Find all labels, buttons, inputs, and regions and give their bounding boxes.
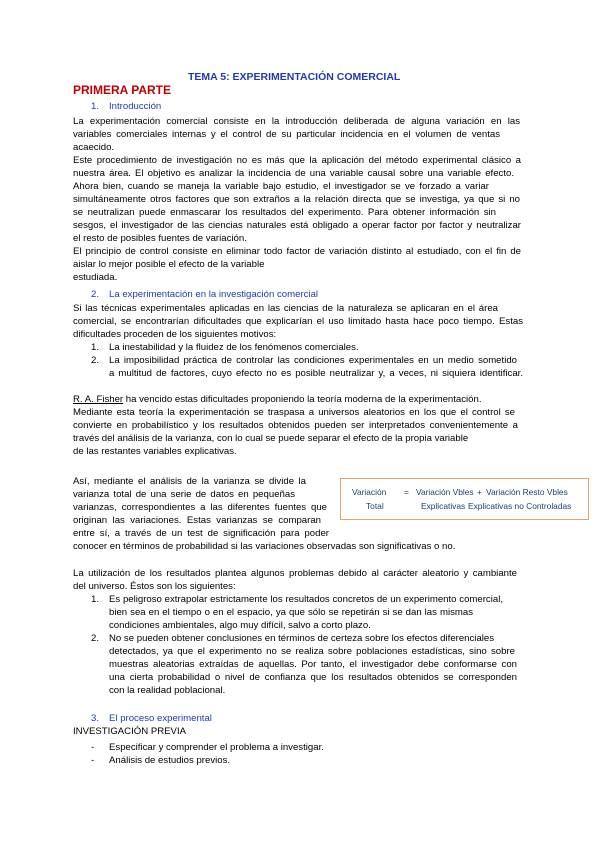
section-3-number: 3. xyxy=(91,713,100,724)
formula-lhs-top: Variación xyxy=(352,487,387,497)
formula-term-1-top: Variación Vbles xyxy=(416,487,474,497)
paragraph-line: comercial, se encontrarían dificultades que explicarían el uso limitado hasta hace poco tiempo. Estas xyxy=(73,316,523,327)
paragraph-line: estudiada. xyxy=(73,272,118,283)
list-item: una cierta probabilidad o nivel de confianza que los resultados obtenidos se corresponden xyxy=(109,672,517,683)
paragraph-line: nuestra área. El objetivo es analizar la incidencia de una variable causal sobre una variable efecto. xyxy=(73,168,514,179)
list-item: detectados, ya que el experimento no se realiza sobre poblaciones estadísticas, sino sobre xyxy=(109,646,515,657)
list-item-number: 2. xyxy=(91,355,100,366)
paragraph-line: La experimentación comercial consiste en la introducción deliberada de alguna variación en las xyxy=(73,116,520,127)
section-1-number: 1. xyxy=(91,101,100,112)
formula-term-2-bottom: Explicativas no Controladas xyxy=(468,501,572,511)
formula-term-1-bottom: Explicativas xyxy=(421,501,466,511)
paragraph-line: El principio de control consiste en eliminar todo factor de variación distinto al estudiado, con el fin de xyxy=(73,246,521,257)
paragraph-line: acaecido. xyxy=(73,142,115,153)
section-3-heading: El proceso experimental xyxy=(109,713,212,724)
formula-plus: + xyxy=(477,487,482,497)
paragraph-line: variables comerciales internas y el control de su particular incidencia en el volumen de ventas xyxy=(73,129,500,140)
paragraph-line: Mediante esta teoría la experimentación se traspasa a universos aleatorios en los que el control se xyxy=(73,407,515,418)
paragraph-line: aislar lo mejor posible el efecto de la variable xyxy=(73,259,265,270)
paragraph-line: convierte en probabilístico y los resultados obtenidos pueden ser interpretados convenientemente a xyxy=(73,420,518,431)
list-item-number: 1. xyxy=(91,594,100,605)
fisher-text: ha vencido estas dificultades proponiendo la teoría moderna de la experimentación. xyxy=(123,394,482,405)
paragraph-line: se neutralizan puede enmascarar los resultados del experimento. Para obtener información sin xyxy=(73,207,496,218)
paragraph-line: entre sí, a través de un test de significación para poder xyxy=(73,528,329,539)
list-item: Es peligroso extrapolar estrictamente los resultados concretos de un experimento comercial, xyxy=(109,594,503,605)
paragraph-line: originan las variaciones. Estas varianzas se comparan xyxy=(73,515,321,526)
list-item-number: 1. xyxy=(91,342,100,353)
formula-term-2-top: Variación Resto Vbles xyxy=(486,487,568,497)
paragraph-line: Así, mediante el análisis de la varianza se divide la xyxy=(73,476,306,487)
fisher-name: R. A. Fisher xyxy=(73,394,124,405)
bullet-dash: - xyxy=(91,755,95,766)
paragraph-line: La utilización de los resultados plantea algunos problemas debido al carácter aleatorio y cambiante xyxy=(73,568,517,579)
list-item: No se pueden obtener conclusiones en términos de certeza sobre los efectos diferenciales xyxy=(109,633,495,644)
list-item: con la realidad poblacional. xyxy=(109,685,226,696)
list-item: Especificar y comprender el problema a investigar. xyxy=(109,742,324,753)
list-item: bien sea en el tiempo o en el espacio, ya que sólo se repetirán si se dan las mismas xyxy=(109,607,473,618)
section-2-heading: La experimentación en la investigación comercial xyxy=(109,289,319,300)
paragraph-line: varianzas, correspondientes a las diferentes fuentes que xyxy=(73,502,327,513)
page-title: TEMA 5: EXPERIMENTACIÓN COMERCIAL xyxy=(188,71,401,83)
list-item-number: 2. xyxy=(91,633,100,644)
list-item: Análisis de estudios previos. xyxy=(109,755,231,766)
paragraph-line: de las restantes variables explicativas. xyxy=(73,446,237,457)
list-item: condiciones ambientales, algo muy difícil, salvo a corto plazo. xyxy=(109,620,371,631)
paragraph-line: conocer en términos de probabilidad si las variaciones observadas son significativas o no. xyxy=(73,541,456,552)
subheading: INVESTIGACIÓN PREVIA xyxy=(73,726,187,737)
paragraph-line: simultáneamente otros factores que son extraños a la relación directa que se investiga, ya que si no xyxy=(73,194,520,205)
paragraph-line: Ahora bien, cuando se maneja la variable bajo estudio, el investigador se ve forzado a variar xyxy=(73,181,489,192)
paragraph-line: el resto de posibles fuentes de variación. xyxy=(73,233,247,244)
paragraph-line: sesgos, el investigador de las ciencias naturales está obligado a operar factor por factor y neutralizar xyxy=(73,220,521,231)
paragraph-line: del universo. Éstos son los siguientes: xyxy=(73,581,236,592)
formula-lhs-bottom: Total xyxy=(366,501,384,511)
bullet-dash: - xyxy=(91,742,95,753)
formula-equals: = xyxy=(404,487,409,497)
list-item: La inestabilidad y la fluidez de los fenómenos comerciales. xyxy=(109,342,359,353)
list-item: a multitud de factores, cuyo efecto no es posible neutralizar y, a veces, ni siquiera identificar. xyxy=(109,368,523,379)
variance-formula-box xyxy=(340,478,589,520)
paragraph-line: Si las técnicas experimentales aplicadas en las ciencias de la naturaleza se aplicaran en el área xyxy=(73,303,498,314)
section-2-number: 2. xyxy=(91,289,100,300)
list-item: La imposibilidad práctica de controlar las condiciones experimentales en un medio sometido xyxy=(109,355,517,366)
paragraph-line: través del análisis de la varianza, con lo cual se puede separar el efecto de la propia variable xyxy=(73,433,469,444)
paragraph-line: dificultades proceden de los siguientes motivos: xyxy=(73,329,277,340)
part-heading: PRIMERA PARTE xyxy=(73,83,172,97)
paragraph-line: Este procedimiento de investigación no es más que la aplicación del método experimental clásico a xyxy=(73,155,521,166)
list-item: muestras aleatorias extraídas de aquellas. Por tanto, el investigador debe conformarse con xyxy=(109,659,517,670)
paragraph-line: varianza total de una serie de datos en pequeñas xyxy=(73,489,295,500)
section-1-heading: Introducción xyxy=(109,101,162,112)
paragraph-line xyxy=(73,394,482,406)
